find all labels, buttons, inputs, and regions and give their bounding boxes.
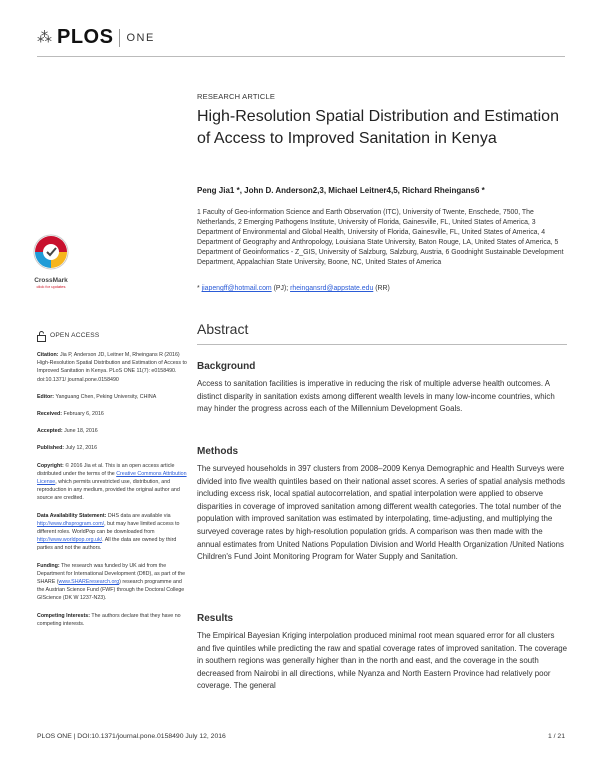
open-access-label: OPEN ACCESS (50, 332, 100, 340)
received-label: Received: (37, 411, 63, 418)
published-text: July 12, 2016 (64, 445, 98, 452)
methods-paragraph: The surveyed households in 397 clusters from 2008–2009 Kenya Demographic and Health Surveys were divided into five wealth quintiles based on their national asset scores. A series of spatial analysis methods including excess risk, local spatial autocorrelation, and spatial interpolation were applied to observe disparities in coverage of improved sanitation among different wealth categories. The total number of the population with improved sanitation was estimated by interpolating, time-adjusting, and multiplying the surveyed coverage rates by high-resolution population grids. A comparison was then made with the annual estimates from United Nations Population Division and World Health Organization /United Nations Children's Fund Joint Monitoring Program for Water Supply and Sanitation. (197, 464, 566, 562)
article-info-sidebar (37, 331, 187, 637)
corr-suffix: (RR) (373, 285, 390, 292)
copyright-text-2: , which permits unrestricted use, distribution, and reproduction in any medium, provided the original author and source are credited. (37, 479, 180, 502)
background-heading: Background (197, 361, 256, 372)
citation-label: Citation: (37, 352, 59, 358)
logo-divider (119, 29, 120, 47)
article-title: High-Resolution Spatial Distribution and Estimation of Access to Improved Sanitation in Kenya (197, 108, 559, 147)
crossmark-icon (33, 234, 69, 270)
logo-plos-text: PLOS (57, 26, 114, 48)
affiliations: 1 Faculty of Geo-information Science and Earth Observation (ITC), University of Twente, Enschede, 7500, The Netherlands, 2 Emerging Pathogens Institute, University of Florida, Gainesville, FL, United States of America, 3 Department of Environmental and Global Health, University of Florida, Gainesville, FL, United States of America, 4 Department of Geography and Anthropology, Louisiana State University, Baton Rouge, LA, United States of America, 5 Department of Geoinformatics - Z_GIS, University of Salzburg, Salzburg, Austria, 6 Goodnight Sustainable Development Department, Appalachian State University, Boone, NC, United States of America (197, 209, 564, 266)
abstract-rule (197, 344, 567, 345)
data-availability-label: Data Availability Statement: (37, 512, 107, 519)
crossmark-label: CrossMark (34, 277, 68, 284)
copyright-label: Copyright: (37, 462, 64, 469)
open-lock-icon (37, 331, 46, 342)
page-number: 1 / 21 (547, 733, 565, 740)
footer-citation: PLOS ONE | DOI:10.1371/journal.pone.0158490 July 12, 2016 (37, 733, 226, 740)
funding-block (37, 562, 187, 603)
article-type: RESEARCH ARTICLE (197, 92, 276, 101)
received-block (37, 410, 187, 418)
journal-logo[interactable] (37, 26, 155, 49)
corr-email-link-1[interactable]: jiapengff@hotmail.com (201, 285, 272, 292)
share-link[interactable]: www.SHAREresearch.org (58, 579, 120, 586)
published-label: Published: (37, 445, 65, 452)
data-availability-block (37, 512, 187, 553)
header-rule (37, 56, 565, 57)
crossmark-sub: click for updates (36, 284, 66, 289)
copyright-block (37, 462, 187, 503)
competing-interests-block (37, 612, 187, 628)
methods-heading: Methods (197, 446, 239, 457)
page-footer (37, 733, 565, 740)
editor-label: Editor: (37, 393, 55, 400)
funding-text-1: The research was funded by UK aid from the Department for International Development (DfID), as part of the SHARE ( (37, 562, 186, 586)
citation-text: Jia P, Anderson JD, Leitner M, Rheingans R (2016) High-Resolution Spatial Distribution and Estimation of Access to Improved Sanitation in Kenya. PLoS ONE 11(7): e0158490. doi:10.1371/ journal.pone.0158490 (37, 352, 187, 383)
corr-email-link-2[interactable]: rheingansrd@appstate.edu (290, 285, 374, 292)
corr-mid: (PJ); (271, 285, 291, 292)
dhs-link[interactable]: http://www.dhsprogram.com/ (37, 520, 105, 527)
background-paragraph: Access to sanitation facilities is imperative in reducing the risk of multiple adverse health outcomes. A distinct disparity in sanitation exists among different wealth levels in many low-income countries, which may hinder the progress across each of the Millennium Development Goals. (197, 379, 555, 414)
corresponding-authors (197, 285, 567, 292)
worldpop-link[interactable]: http://www.worldpop.org.uk/ (37, 537, 103, 544)
editor-text: Yanguang Chen, Peking University, CHINA (54, 393, 157, 400)
open-access-badge (37, 331, 187, 342)
received-text: February 6, 2016 (62, 411, 104, 418)
data-text-1: DHS data are available via (106, 512, 171, 519)
accepted-block (37, 427, 187, 435)
results-heading: Results (197, 613, 234, 624)
author-list: Peng Jia1 *, John D. Anderson2,3, Michael Leitner4,5, Richard Rheingans6 * (197, 186, 485, 195)
data-text-2: , but may have limited access to different roles. WorldPop can be downloaded from (37, 520, 180, 536)
published-block (37, 444, 187, 452)
results-paragraph: The Empirical Bayesian Kriging interpolation produced minimal root mean squared error for all clusters and five quintiles while predicting the raw and spatial coverage rates of improved sanitation. The coverage in southern regions was generally higher than in the north and east, and the coverage in the south decreased from Nairobi in all directions, while Nyanza and North Eastern Province had relatively poor coverage. The general (197, 631, 568, 691)
competing-text: The authors declare that they have no competing interests. (37, 612, 181, 627)
citation-block (37, 351, 187, 384)
cc-license-link[interactable]: Creative Commons Attribution License (37, 470, 187, 486)
data-text-3: . All the data are owned by third parties and not the authors. (37, 537, 177, 552)
accepted-label: Accepted: (37, 428, 63, 435)
logo-one-text: ONE (126, 31, 155, 44)
editor-block (37, 393, 187, 401)
competing-label: Competing Interests: (37, 612, 90, 619)
crossmark-badge[interactable] (26, 234, 76, 289)
accepted-text: June 18, 2016 (62, 428, 98, 435)
abstract-heading: Abstract (197, 321, 249, 337)
copyright-text-1: © 2016 Jia et al. This is an open access article distributed under the terms of the (37, 462, 175, 477)
corr-prefix: * (197, 285, 202, 292)
funding-text-2: ) research programme and the Austrian Science Fund (FWF) through the Doctoral College GIScience (DK W 1237-N23). (37, 579, 185, 602)
plos-dots-icon: ⁂ (37, 29, 51, 46)
funding-label: Funding: (37, 562, 60, 569)
